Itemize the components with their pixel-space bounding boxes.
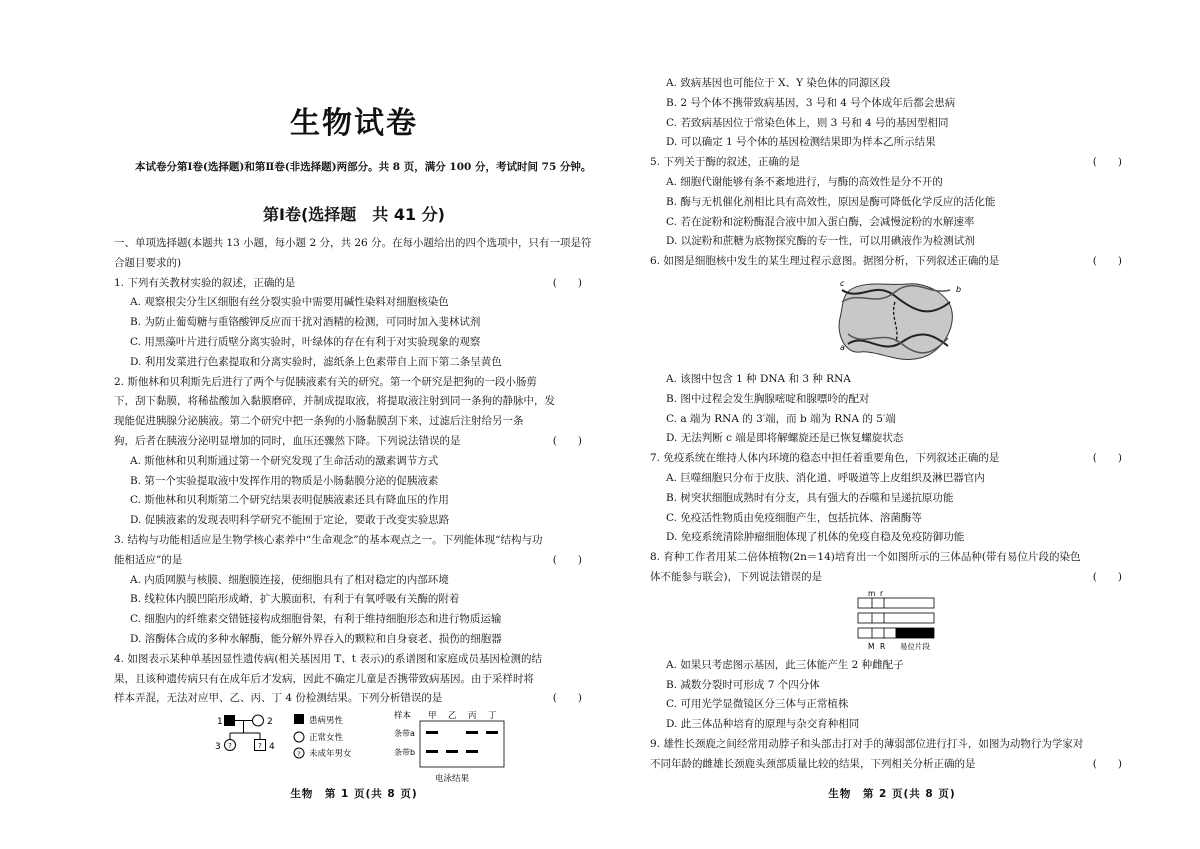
affected-male-1: [224, 715, 235, 726]
answer-option: D. 溶酶体合成的多种水解酶，能分解外界吞入的颗粒和自身衰老、损伤的细胞器: [130, 632, 502, 645]
question-stem-line: 果，且该种遗传病只有在成年后才发病，因此不确定儿童是否携带致病基因。由于采样时将: [114, 672, 534, 685]
label-R: R: [880, 641, 886, 651]
chromosome-3: [858, 628, 896, 638]
footer-left: 生物 第 1 页(共 8 页): [290, 788, 418, 800]
unknown-mark-4: ?: [258, 742, 262, 751]
answer-option: D. 可以确定 1 号个体的基因检测结果即为样本乙所示结果: [666, 136, 936, 149]
question-stem-line: 能相适应”的是 ( ): [114, 551, 594, 571]
legend-affected-icon: [294, 714, 304, 724]
answer-option: D. 利用发菜进行色素提取和分离实验时，滤纸条上色素带自上而下第二条呈黄色: [130, 355, 502, 368]
answer-option: B. 第一个实验提取液中发挥作用的物质是小肠黏膜分泌的促胰液素: [130, 474, 439, 487]
legend-minor: 未成年男女: [309, 749, 352, 760]
sample-yi: 乙: [448, 711, 457, 722]
question-stem-line: 1. 下列有关教材实验的叙述，正确的是 ( ): [114, 274, 594, 294]
answer-option: C. 免疫活性物质由免疫细胞产生，包括抗体、溶菌酶等: [666, 511, 922, 524]
legend-unknown-mark: ?: [297, 750, 301, 759]
question-stem-line: 下，刮下黏膜，将稀盐酸加入黏膜磨碎，并制成提取液，将提取液注射到同一条狗的静脉中，发: [114, 395, 555, 408]
chromosome-1: [858, 598, 934, 608]
exam-intro: 本试卷分第Ⅰ卷(选择题)和第Ⅱ卷(非选择题)两部分。共 8 页，满分 100 分，考试时间 75 分钟。: [135, 161, 592, 173]
band-a-ding: [486, 731, 498, 734]
answer-option: A. 巨噬细胞只分布于皮肤、消化道、呼吸道等上皮组织及淋巴器官内: [666, 471, 985, 484]
question-stem-line: 2. 斯他林和贝利斯先后进行了两个与促胰液素有关的研究。第一个研究是把狗的一段小肠剪: [114, 375, 537, 388]
answer-paren: ( ): [552, 553, 582, 566]
label-r: r: [880, 588, 884, 598]
exam-title: 生物试卷: [290, 106, 418, 141]
legend-female-icon: [294, 732, 304, 742]
translocated-segment: [896, 628, 934, 638]
section-one: [114, 234, 594, 789]
answer-option: B. 2 号个体不携带致病基因，3 号和 4 号个体成年后都会患病: [666, 96, 956, 109]
left-question-list: [114, 274, 594, 710]
question-stem-line: 体不能参与联会)，下列说法错误的是 ( ): [650, 568, 1134, 588]
sample-bing: 丙: [468, 711, 477, 722]
band-b-yi: [446, 750, 458, 753]
footer-right: 生物 第 2 页(共 8 页): [828, 788, 956, 800]
label-c: c: [840, 278, 845, 288]
question-stem-line: 不同年龄的雌雄长颈鹿头颈部质量比较的结果，下列相关分析正确的是 ( ): [650, 755, 1134, 775]
question-stem-line: 3. 结构与功能相适应是生物学核心素养中“生命观念”的基本观点之一。下列能体现“结构与功: [114, 533, 543, 546]
pedigree-label-3: 3: [215, 742, 221, 753]
answer-option: A. 致病基因也可能位于 X、Y 染色体的同源区段: [666, 77, 891, 89]
part-one-title: 第Ⅰ卷(选择题 共 41 分): [263, 205, 445, 224]
gel-frame: [420, 721, 504, 767]
answer-option: C. 细胞内的纤维素交错链接构成细胞骨架，有利于维持细胞形态和进行物质运输: [130, 613, 502, 626]
question-stem-line: 4. 如图表示某种单基因显性遗传病(相关基因用 T、t 表示)的系谱图和家庭成员基因检测的结: [114, 652, 542, 665]
answer-paren: ( ): [552, 276, 582, 289]
sample-ding: 丁: [488, 711, 497, 722]
answer-paren: ( ): [552, 434, 582, 447]
band-b-bing: [466, 750, 478, 753]
question-stem-line: 8. 育种工作者用某二倍体植物(2n＝14)培育出一个如图所示的三体品种(带有易位片段的染色: [650, 551, 1081, 564]
legend-affected-male: 患病男性: [309, 716, 344, 727]
answer-paren: ( ): [1092, 757, 1122, 770]
label-translocation: 易位片段: [900, 641, 930, 651]
pedigree-figure: [114, 709, 594, 789]
band-a-bing: [466, 731, 478, 734]
answer-option: C. 若在淀粉和淀粉酶混合液中加入蛋白酶，会减慢淀粉的水解速率: [666, 215, 975, 228]
question-stem-line: 样本弄混，无法对应甲、乙、丙、丁 4 份检测结果。下列分析错误的是 ( ): [114, 689, 594, 709]
q4-options: [650, 74, 1134, 153]
answer-option: D. 促胰液素的发现表明科学研究不能囿于定论，要敢于改变实验思路: [130, 514, 450, 527]
answer-option: D. 无法判断 c 端是即将解螺旋还是已恢复螺旋状态: [666, 432, 904, 445]
normal-female-2: [253, 715, 264, 726]
answer-option: D. 此三体品种培育的原理与杂交育种相同: [666, 718, 860, 731]
question-stem-line: 5. 下列关于酶的叙述，正确的是 ( ): [650, 153, 1134, 173]
answer-option: B. 树突状细胞成熟时有分支，具有强大的吞噬和呈递抗原功能: [666, 491, 954, 504]
answer-option: C. 若致病基因位于常染色体上，则 3 号和 4 号的基因型相同: [666, 116, 949, 129]
band-a-jia: [426, 731, 438, 734]
answer-option: A. 斯他林和贝利斯通过第一个研究发现了生命活动的激素调节方式: [130, 454, 439, 467]
pedigree-label-2: 2: [267, 717, 273, 728]
answer-paren: ( ): [1092, 570, 1122, 583]
right-question-list: [650, 153, 1134, 774]
answer-option: C. a 端为 RNA 的 3′端，而 b 端为 RNA 的 5′端: [666, 412, 896, 425]
label-a: a: [840, 342, 845, 352]
answer-option: B. 图中过程会发生胸腺嘧啶和腺嘌呤的配对: [666, 392, 870, 405]
answer-paren: ( ): [552, 692, 582, 705]
answer-option: A. 如果只考虑图示基因，此三体能产生 2 种雌配子: [666, 658, 904, 671]
sample-jia: 甲: [428, 711, 437, 722]
answer-option: D. 免疫系统清除肿瘤细胞体现了机体的免疫自稳及免疫防御功能: [666, 531, 965, 544]
chromosome-figure: [650, 588, 1134, 656]
band-b-label: 条带b: [394, 748, 416, 758]
answer-paren: ( ): [1092, 156, 1122, 169]
answer-option: A. 该图中包含 1 种 DNA 和 3 种 RNA: [666, 372, 851, 385]
answer-option: C. 可用光学显微镜区分三体与正常植株: [666, 698, 849, 711]
unknown-mark-3: ?: [228, 742, 232, 751]
answer-option: A. 内质网膜与核膜、细胞膜连接，使细胞具有了相对稳定的内部环境: [130, 573, 449, 586]
label-M: M: [868, 641, 875, 651]
label-b: b: [956, 284, 962, 294]
chromosome-2: [858, 613, 934, 623]
pedigree-label-4: 4: [269, 742, 275, 753]
answer-paren: ( ): [1092, 255, 1122, 268]
label-m: m: [868, 588, 876, 598]
answer-option: B. 减数分裂时可形成 7 个四分体: [666, 678, 820, 691]
question-stem-line: 狗，后者在胰液分泌明显增加的同时，血压还骤然下降。下列说法错误的是 ( ): [114, 432, 594, 452]
question-stem-line: 6. 如图是细胞核中发生的某生理过程示意图。据图分析，下列叙述正确的是 ( ): [650, 252, 1134, 272]
answer-paren: ( ): [1092, 452, 1122, 465]
answer-option: C. 斯他林和贝利斯第二个研究结果表明促胰液素还具有降血压的作用: [130, 494, 449, 507]
answer-option: A. 细胞代谢能够有条不紊地进行，与酶的高效性是分不开的: [666, 175, 943, 188]
legend-normal-female: 正常女性: [309, 733, 344, 744]
result-caption: 电泳结果: [434, 774, 470, 785]
answer-option: B. 酶与无机催化剂相比具有高效性，原因是酶可降低化学反应的活化能: [666, 195, 996, 208]
answer-option: B. 为防止葡萄糖与重铬酸钾反应而干扰对酒精的检测，可同时加入斐林试剂: [130, 316, 481, 329]
question-stem-line: 9. 雄性长颈鹿之间经常用动脖子和头部击打对手的薄弱部位进行打斗，如图为动物行为学家对: [650, 737, 1084, 750]
pedigree-label-1: 1: [217, 717, 223, 728]
band-b-jia: [426, 750, 438, 753]
answer-option: C. 用黑藻叶片进行质壁分离实验时，叶绿体的存在有利于对实验现象的观察: [130, 335, 481, 348]
dna-figure: [650, 272, 1134, 370]
answer-option: B. 线粒体内膜凹陷形成嵴，扩大膜面积，有利于有氧呼吸有关酶的附着: [130, 593, 460, 606]
question-stem-line: 现能促进胰腺分泌胰液。第二个研究中把一条狗的小肠黏膜刮下来，过滤后注射给另一条: [114, 415, 524, 428]
sample-label: 样本: [394, 711, 412, 722]
question-stem-line: 7. 免疫系统在维持人体内环境的稳态中担任着重要角色，下列叙述正确的是 ( ): [650, 449, 1134, 469]
answer-option: A. 观察根尖分生区细胞有丝分裂实验中需要用碱性染料对细胞核染色: [130, 296, 449, 309]
section-one-heading: 一、单项选择题(本题共 13 小题，每小题 2 分，共 26 分。在每小题给出的四个选项中，只有一项是符合题目要求的): [114, 237, 592, 269]
right-flow: [650, 74, 1134, 775]
band-a-label: 条带a: [394, 729, 415, 739]
answer-option: D. 以淀粉和蔗糖为底物探究酶的专一性，可以用碘液作为检测试剂: [666, 235, 975, 248]
